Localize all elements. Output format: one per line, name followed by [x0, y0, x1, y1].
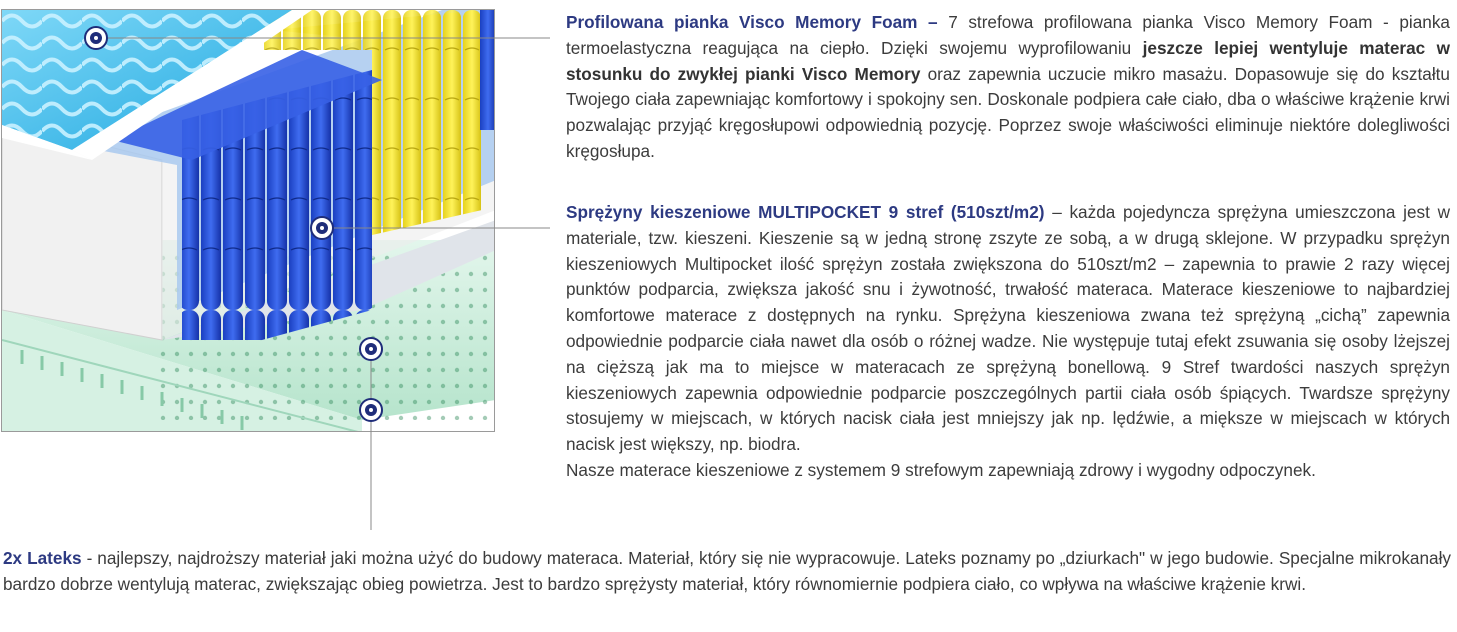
visco-paragraph: [566, 10, 1450, 165]
visco-bold-text: jeszcze lepiej wentyluje materac w stosunku do zwykłej pianki Visco Memory: [566, 37, 1450, 84]
springs-title: Sprężyny kieszeniowe MULTIPOCKET 9 stref (510szt/m2): [566, 202, 1045, 222]
visco-text-a: 7 strefowa profilowana pianka Visco Memory Foam - pianka termoelastyczna reagująca na ciepło. Dzięki swojemu wyprofilowaniu: [566, 12, 1450, 58]
latex-description: [3, 546, 1451, 598]
springs-description: [566, 200, 1450, 484]
springs-paragraph: [566, 200, 1450, 458]
mattress-cross-section: [2, 10, 495, 432]
latex-title: 2x Lateks: [3, 548, 82, 568]
mattress-illustration: [1, 9, 495, 432]
latex-text: - najlepszy, najdroższy materiał jaki można użyć do budowy materaca. Materiał, który się nie wypracowuje. Lateks poznamy po „dziurkach" w jego budowie. Specjalne mikrokanały bardzo dobrze wentylują materac, zwiększając obieg powietrza. Jest to bardzo sprężysty materiał, który równomiernie podpiera ciało, co wpływa na właściwe krążenie krwi.: [3, 548, 1451, 594]
visco-description: [566, 10, 1450, 165]
visco-title: Profilowana pianka Visco Memory Foam –: [566, 12, 938, 32]
springs-text: – każda pojedyncza sprężyna umieszczona jest w materiale, tzw. kieszeni. Kieszenie są w jedną stronę zszyte ze sobą, a w drugą sklejone. W przypadku sprężyn kieszeniowych Multipocket ilość sprężyn została zwiększona do 510szt/m2 – zapewnia to prawie 2 razy więcej punktów podparcia, zwiększa jakość snu i żywotność, trwałość materaca. Materace kieszeniowe to najbardziej komfortowe materace z dostępnych na rynku. Sprężyna kieszeniowa zwana też sprężyną „cichą” zapewnia odpowiednie podparcie ciała nawet dla osób o różnej wadze. Nie występuje tutaj efekt zsuwania się osoby lżejszej na cięższą jak ma to miejsce w materacach ze sprężyną bonellową. 9 Stref twardości naszych sprężyn kieszeniowych zapewnia odpowiednie podparcie poszczególnych partii ciała osób śpiących. Twardsze sprężyny stosujemy w miejscach, w których nacisk ciała jest mniejszy jak np. lędźwie, a miększe w miejscach w których nacisk jest większy, np. biodra.: [566, 202, 1450, 455]
springs-summary: Nasze materace kieszeniowe z systemem 9 strefowym zapewniają zdrowy i wygodny odpoczynek.: [566, 459, 1316, 480]
visco-text-b: oraz zapewnia uczucie mikro masażu. Dopasowuje się do kształtu Twojego ciała zapewniając komfortowy i spokojny sen. Doskonale podpiera całe ciało, dba o właściwe krążenie krwi pozwalając przyjąć kręgosłupowi odpowiednią pozycję. Poprzez swoje właściwości eliminuje niektóre dolegliwości kręgosłupa.: [566, 63, 1450, 161]
latex-paragraph: [3, 546, 1451, 598]
